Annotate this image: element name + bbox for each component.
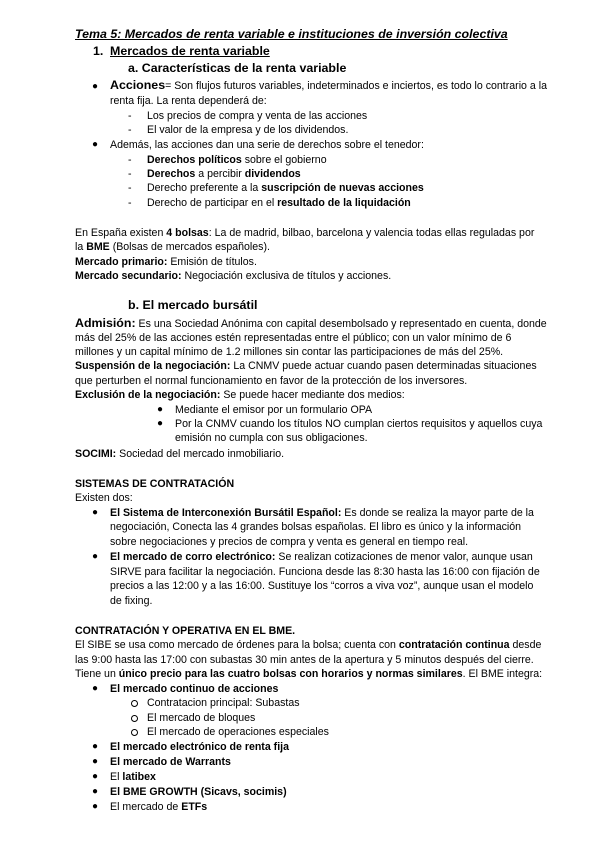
text: Se realizan cotizaciones de menor valor, aunque usan xyxy=(275,551,533,563)
list-item: Los precios de compra y venta de las acciones xyxy=(147,110,368,122)
bold-text: Exclusión de la negociación: xyxy=(75,389,221,401)
circle-bullet-icon xyxy=(131,729,138,736)
bullet-icon: ● xyxy=(92,741,99,752)
text: : La de madrid, bilbao, barcelona y valencia todas ellas reguladas por xyxy=(208,227,535,239)
acciones-line xyxy=(110,78,547,93)
list-item: El mercado electrónico de renta fija xyxy=(110,741,289,753)
acciones-term: Acciones xyxy=(110,78,166,92)
exclusion-line xyxy=(75,388,405,402)
text: . El BME integra: xyxy=(462,668,543,680)
list-item xyxy=(147,196,411,210)
bold-text: Derechos xyxy=(147,168,196,180)
sistemas-intro: Existen dos: xyxy=(75,492,133,504)
contratacion-p1 xyxy=(75,638,541,652)
bullet-icon: ● xyxy=(157,418,164,429)
contratacion-heading: CONTRATACIÓN Y OPERATIVA EN EL BME. xyxy=(75,625,296,637)
acciones-text: = Son flujos futuros variables, indeterminados e inciertos, es todo lo contrario a la xyxy=(165,80,547,92)
bullet-icon: ● xyxy=(92,771,99,782)
corro-line-2: SIRVE para facilitar la negociación. Funciona desde las 8:30 hasta las 16:00 con fijación de xyxy=(110,566,540,578)
dash-icon: - xyxy=(128,182,132,194)
list-item xyxy=(110,770,156,784)
text: Emisión de títulos. xyxy=(167,256,257,268)
sibe-line-1 xyxy=(110,506,534,520)
socimi-line xyxy=(75,447,284,461)
text: El xyxy=(110,771,123,783)
bold-text: contratación continua xyxy=(398,639,510,651)
bullet-icon: ● xyxy=(157,404,164,415)
list-item: Mediante el emisor por un formulario OPA xyxy=(175,404,373,416)
list-item-continuation: emisión no cumpla con sus obligaciones. xyxy=(175,432,368,444)
text: (Bolsas de mercados españoles). xyxy=(109,241,270,253)
mercado-primario xyxy=(75,255,257,269)
bold-text: El Sistema de Interconexión Bursátil Español: xyxy=(110,507,342,519)
document-title: Tema 5: Mercados de renta variable e instituciones de inversión colectiva xyxy=(75,27,508,41)
list-item: El BME GROWTH (Sicavs, socimis) xyxy=(110,786,287,798)
dash-icon: - xyxy=(128,197,132,209)
admision-line-1 xyxy=(75,316,547,331)
text: a percibir xyxy=(195,168,245,180)
bold-text: Mercado secundario: xyxy=(75,270,182,282)
list-item: Por la CNMV cuando los títulos NO cumplan ciertos requisitos y aquellos cuya xyxy=(175,418,543,430)
section-heading: Mercados de renta variable xyxy=(110,44,270,58)
text: En España existen xyxy=(75,227,167,239)
bullet-icon: ● xyxy=(92,683,99,694)
list-item xyxy=(147,153,327,167)
corro-line-1 xyxy=(110,550,533,564)
sistemas-heading: SISTEMAS DE CONTRATACIÓN xyxy=(75,478,235,490)
bold-text: Suspensión de la negociación: xyxy=(75,360,231,372)
list-item: El mercado de operaciones especiales xyxy=(147,726,329,738)
text: El mercado de xyxy=(110,801,182,813)
admision-line-2: más del 25% de las acciones estén representadas entre el público; con un valor mínimo de 6 xyxy=(75,332,512,344)
suspension-line-2: que perturben el normal funcionamiento en favor de la protección de los inversores. xyxy=(75,375,468,387)
dash-icon: - xyxy=(128,124,132,136)
bullet-icon: ● xyxy=(92,81,99,92)
text: sobre el gobierno xyxy=(241,154,327,166)
contratacion-p3 xyxy=(75,667,542,681)
list-item xyxy=(147,167,301,181)
sibe-line-3: sobre negociaciones y precios de compra y venta es general en tiempo real. xyxy=(110,536,469,548)
text: El SIBE se usa como mercado de órdenes para la bolsa; cuenta con xyxy=(75,639,399,651)
dash-icon: - xyxy=(128,168,132,180)
espana-line-2 xyxy=(75,240,270,254)
subheading-b: b. El mercado bursátil xyxy=(128,298,258,312)
bullet-icon: ● xyxy=(92,139,99,150)
admision-term: Admisión: xyxy=(75,316,136,330)
list-item xyxy=(110,800,207,814)
list-item: El mercado de Warrants xyxy=(110,756,231,768)
bold-text: Derechos políticos xyxy=(147,154,242,166)
bullet-icon: ● xyxy=(92,507,99,518)
bold-text: único precio para las cuatro bolsas con horarios y normas similares xyxy=(118,668,463,680)
text: la xyxy=(75,241,87,253)
mercado-secundario xyxy=(75,269,391,283)
corro-line-4: de fixing. xyxy=(110,595,153,607)
dash-icon: - xyxy=(128,154,132,166)
bold-text: resultado de la liquidación xyxy=(277,197,411,209)
text: Negociación exclusiva de títulos y acciones. xyxy=(181,270,392,282)
list-item: El valor de la empresa y de los dividendos. xyxy=(147,124,349,136)
text: Derecho de participar en el xyxy=(147,197,278,209)
list-item xyxy=(147,181,424,195)
text: La CNMV puede actuar cuando pasen determinadas situaciones xyxy=(230,360,537,372)
ademas-line: Además, las acciones dan una serie de derechos sobre el tenedor: xyxy=(110,139,424,151)
bold-text: BME xyxy=(86,241,110,253)
sibe-line-2: negociación, Conecta las 4 grandes bolsas españolas. El libro es único y la información xyxy=(110,521,522,533)
bold-text: 4 bolsas xyxy=(166,227,209,239)
bold-text: ETFs xyxy=(181,801,208,813)
bold-text: El mercado de corro electrónico: xyxy=(110,551,276,563)
espana-line-1 xyxy=(75,226,534,240)
list-item: El mercado de bloques xyxy=(147,712,256,724)
bold-text: SOCIMI: xyxy=(75,448,117,460)
subheading-a: a. Características de la renta variable xyxy=(128,61,347,75)
bullet-icon: ● xyxy=(92,786,99,797)
dash-icon: - xyxy=(128,110,132,122)
text: desde xyxy=(509,639,542,651)
circle-bullet-icon xyxy=(131,715,138,722)
bullet-icon: ● xyxy=(92,551,99,562)
suspension-line-1 xyxy=(75,359,537,373)
bold-text: suscripción de nuevas acciones xyxy=(261,182,424,194)
list-item: Contratacion principal: Subastas xyxy=(147,697,300,709)
text: Derecho preferente a la xyxy=(147,182,262,194)
bold-text: dividendos xyxy=(244,168,301,180)
text: Es donde se realiza la mayor parte de la xyxy=(341,507,534,519)
admision-line-3: millones y un capital mínimo de 1.2 millones sin contar las participaciones de más del 25%. xyxy=(75,346,504,358)
circle-bullet-icon xyxy=(131,700,138,707)
bullet-icon: ● xyxy=(92,801,99,812)
text: Sociedad del mercado inmobiliario. xyxy=(116,448,285,460)
bold-text: Mercado primario: xyxy=(75,256,168,268)
bullet-icon: ● xyxy=(92,756,99,767)
bold-text: latibex xyxy=(122,771,156,783)
contratacion-p2: las 9:00 hasta las 17:00 con subastas 30 min antes de la apertura y 5 minutos después del cierre. xyxy=(75,654,534,666)
corro-line-3: precios a las 12:00 y a las 16:00. Sustituye los “corros a viva voz”, aunque usan el modelo xyxy=(110,580,534,592)
list-item: El mercado continuo de acciones xyxy=(110,683,279,695)
text: Es una Sociedad Anónima con capital desembolsado y representado en cuenta, donde xyxy=(135,318,547,330)
text: Tiene un xyxy=(75,668,119,680)
section-number: 1. xyxy=(93,44,104,58)
text: Se puede hacer mediante dos medios: xyxy=(220,389,405,401)
acciones-line-2: renta fija. La renta dependerá de: xyxy=(110,95,267,107)
